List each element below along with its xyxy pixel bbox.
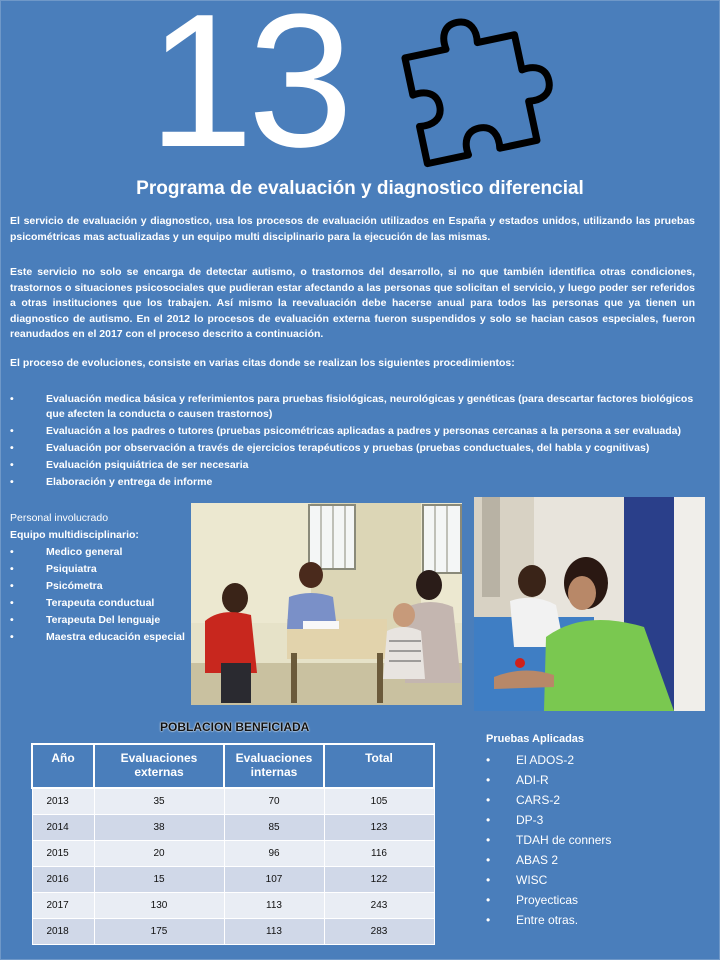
process-paragraph: El proceso de evoluciones, consiste en varias citas donde se realizan los siguientes procedimientos:: [10, 357, 515, 369]
table-cell: 38: [94, 815, 224, 841]
staff-subheading: Equipo multidisciplinario:: [10, 529, 139, 541]
page-title: Programa de evaluación y diagnostico diferencial: [136, 178, 584, 199]
list-item: • ADI-R: [486, 770, 611, 790]
puzzle-piece-icon: [396, 14, 556, 174]
table-cell: 2014: [32, 815, 94, 841]
list-item: • Psiquiatra: [10, 562, 190, 577]
list-item: • ABAS 2: [486, 850, 611, 870]
list-item: • Evaluación psiquiátrica de ser necesaria: [10, 458, 700, 473]
table-cell: 122: [324, 867, 434, 893]
table-cell: 96: [224, 841, 324, 867]
therapy-session-photo: [474, 497, 705, 711]
column-header: Evaluaciones internas: [224, 744, 324, 788]
table-cell: 113: [224, 919, 324, 945]
table-row: [32, 919, 434, 945]
table-cell: 105: [324, 788, 434, 815]
table-cell: 116: [324, 841, 434, 867]
population-table: [31, 743, 435, 945]
table-cell: 243: [324, 893, 434, 919]
table-header-row: [32, 744, 434, 788]
table-cell: 123: [324, 815, 434, 841]
table-cell: 2013: [32, 788, 94, 815]
table-cell: 2017: [32, 893, 94, 919]
staff-heading: Personal involucrado: [10, 512, 109, 524]
column-header: Año: [32, 744, 94, 788]
list-item: • Terapeuta Del lenguaje: [10, 613, 190, 628]
table-cell: 20: [94, 841, 224, 867]
table-cell: 2018: [32, 919, 94, 945]
list-item: • El ADOS-2: [486, 750, 611, 770]
hero-number: 13: [148, 0, 348, 187]
list-item: • Evaluación a los padres o tutores (pruebas psicométricas aplicadas a padres y personas cercanas a la persona a ser evaluada): [10, 424, 700, 439]
list-item: • Maestra educación especial: [10, 630, 190, 645]
list-item: • Evaluación medica básica y referimientos para pruebas fisiológicas, neurológicas y genéticas (para descartar factores biológicos que afecten la conducta o causen trastornos): [10, 392, 700, 422]
intro-paragraph: El servicio de evaluación y diagnostico, usa los procesos de evaluación utilizados en España y estados unidos, utilizando las pruebas psicométricas mas actualizadas y un equipo multi disciplinario para la ejecución de las mismas.: [10, 215, 695, 243]
list-item: • Entre otras.: [486, 910, 611, 930]
evaluation-room-photo: [191, 503, 462, 705]
column-header: Total: [324, 744, 434, 788]
table-row: [32, 788, 434, 815]
table-row: [32, 815, 434, 841]
table-cell: 107: [224, 867, 324, 893]
table-row: [32, 841, 434, 867]
tests-heading: Pruebas Aplicadas: [486, 733, 585, 745]
table-cell: 283: [324, 919, 434, 945]
procedures-list: [10, 392, 700, 492]
tests-list: [486, 750, 611, 930]
list-item: • Medico general: [10, 545, 190, 560]
table-title: POBLACION BENFICIADA: [160, 720, 310, 734]
list-item: • Proyecticas: [486, 890, 611, 910]
list-item: • TDAH de conners: [486, 830, 611, 850]
scope-paragraph: Este servicio no solo se encarga de detectar autismo, o trastornos del desarrollo, si no que también identifica otras condiciones, trastornos o situaciones psicosociales que pudieran estar afectando a las personas que solicitan el servicio, y luego poder ser referidos a otras instituciones que los trabajen. Así mismo la reevaluación debe hacerse anual para todos las personas que ya tienen un diagnostico de autismo. En el 2012 lo procesos de evaluación externa fueron suspendidos y solo se hacian casos especiales, fueron reanudados en el 2017 con el proceso descrito a continuación.: [10, 266, 695, 340]
table-cell: 130: [94, 893, 224, 919]
table-cell: 2015: [32, 841, 94, 867]
list-item: • Elaboración y entrega de informe: [10, 475, 700, 490]
table-cell: 35: [94, 788, 224, 815]
table-row: [32, 867, 434, 893]
table-row: [32, 893, 434, 919]
table-cell: 70: [224, 788, 324, 815]
list-item: • CARS-2: [486, 790, 611, 810]
column-header: Evaluaciones externas: [94, 744, 224, 788]
list-item: • Evaluación por observación a través de ejercicios terapéuticos y pruebas (pruebas conductuales, del habla y cognitivas): [10, 441, 700, 456]
list-item: • DP-3: [486, 810, 611, 830]
list-item: • Terapeuta conductual: [10, 596, 190, 611]
table-cell: 15: [94, 867, 224, 893]
table-cell: 85: [224, 815, 324, 841]
list-item: • Psicómetra: [10, 579, 190, 594]
list-item: • WISC: [486, 870, 611, 890]
table-cell: 2016: [32, 867, 94, 893]
table-cell: 175: [94, 919, 224, 945]
staff-list: [10, 545, 190, 647]
table-cell: 113: [224, 893, 324, 919]
